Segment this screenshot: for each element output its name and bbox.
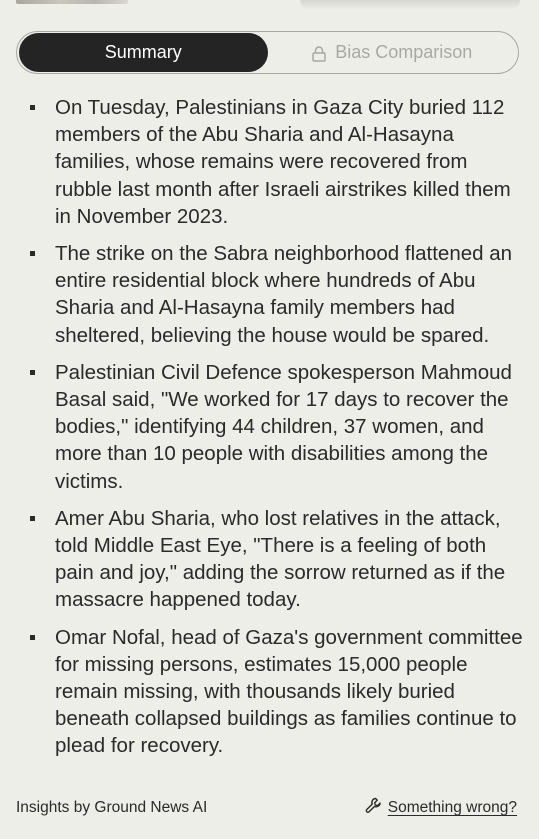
- summary-footer: [16, 797, 517, 819]
- summary-bullet-text: Palestinian Civil Defence spokesperson Mahmoud Basal said, "We worked for 17 days to recover the bodies," identifying 44 children, 37 women, and more than 10 people with disabilities among the victims.: [55, 360, 512, 493]
- summary-bullet: [0, 624, 539, 760]
- summary-bullet-text: On Tuesday, Palestinians in Gaza City buried 112 members of the Abu Sharia and Al-Hasayna families, whose remains were recovered from rubble last month after Israeli airstrikes killed them in November 2023.: [55, 96, 511, 228]
- summary-bullet-list: [0, 94, 539, 770]
- summary-bullet-text: Amer Abu Sharia, who lost relatives in the attack, told Middle East Eye, "There is a feeling of both pain and joy," adding the sorrow returned as if the massacre happened today.: [55, 506, 506, 612]
- bullet-marker: [30, 516, 35, 521]
- lock-icon: [311, 44, 327, 62]
- tab-summary[interactable]: [19, 33, 268, 72]
- wrench-icon: [365, 797, 382, 819]
- article-image-edge: [16, 0, 128, 4]
- summary-bullet: [0, 240, 539, 349]
- ai-credit: Insights by Ground News AI: [16, 799, 208, 816]
- bullet-marker: [30, 251, 35, 256]
- summary-bullet: [0, 505, 539, 614]
- summary-bullet-text: Omar Nofal, head of Gaza's government committee for missing persons, estimates 15,000 people remain missing, with thousands likely buried beneath collapsed buildings as families continue to plead for recovery.: [55, 625, 523, 758]
- bullet-marker: [30, 105, 35, 110]
- report-issue-link[interactable]: [365, 797, 517, 819]
- summary-bullet: [0, 94, 539, 230]
- summary-bullet: [0, 359, 539, 495]
- tab-bias-label: Bias Comparison: [335, 42, 473, 62]
- header-shadow: [300, 0, 520, 10]
- tab-summary-label: Summary: [104, 42, 182, 62]
- tab-bias-comparison[interactable]: [268, 33, 517, 72]
- summary-tabs: [16, 31, 519, 74]
- bullet-marker: [30, 635, 35, 640]
- summary-bullet-text: The strike on the Sabra neighborhood flattened an entire residential block where hundreds of Abu Sharia and Al-Hasayna family members had sheltered, believing the house would be spared.: [55, 242, 513, 347]
- bullet-marker: [30, 370, 35, 375]
- report-issue-label: Something wrong?: [387, 799, 517, 816]
